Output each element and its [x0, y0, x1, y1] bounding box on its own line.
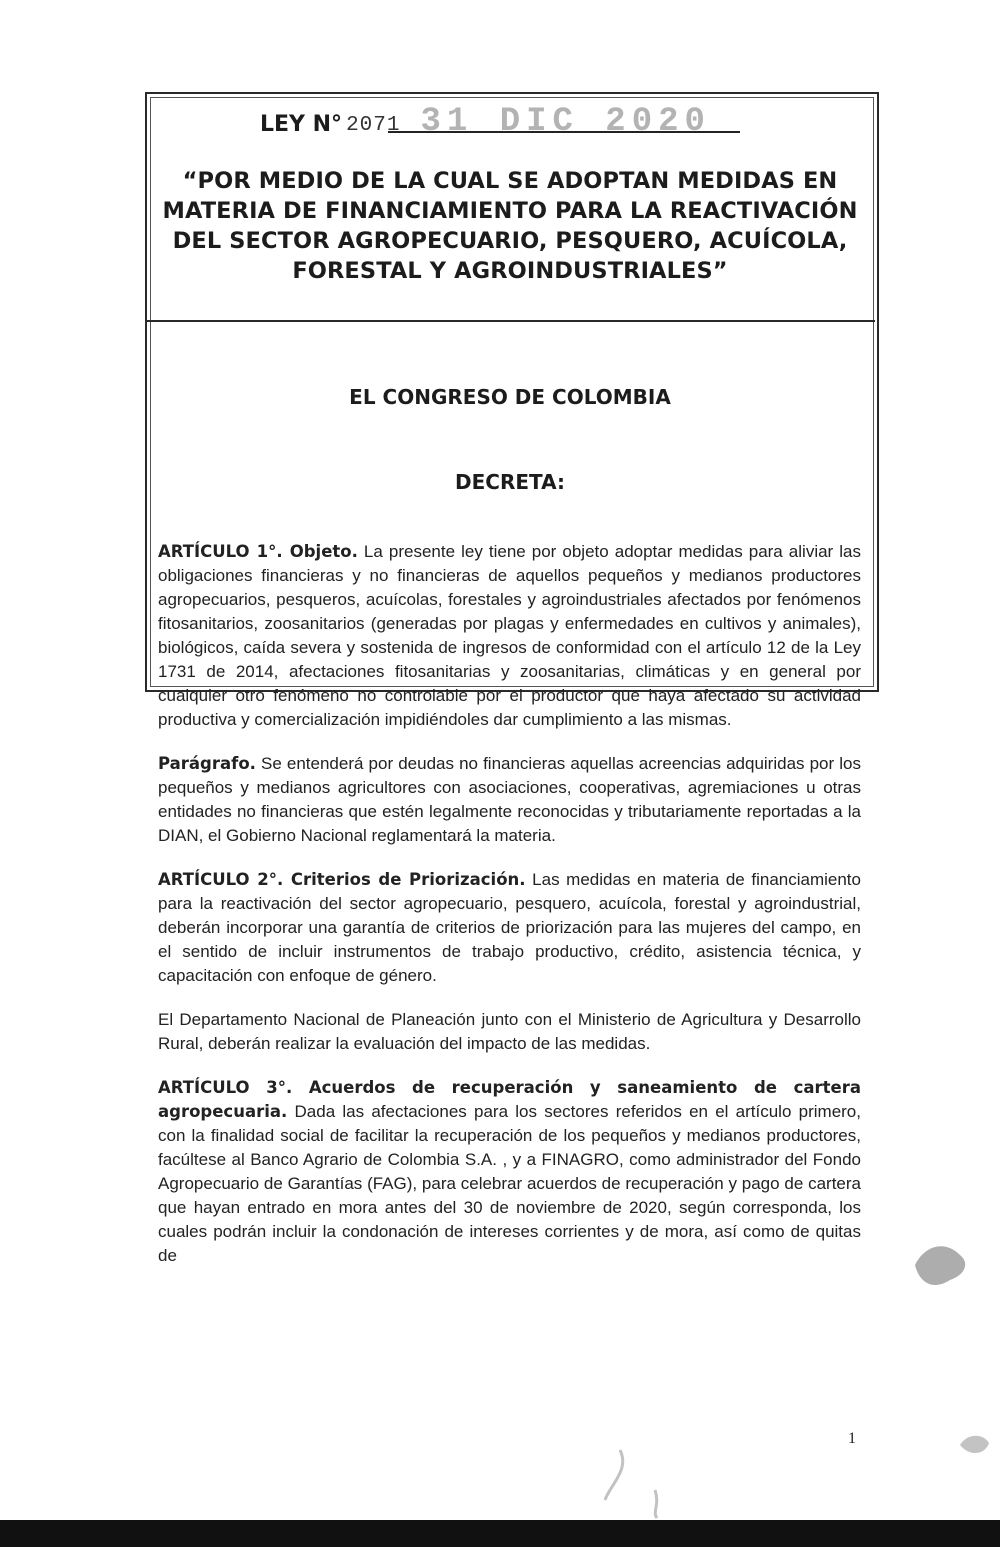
article-3-heading: ARTÍCULO 3°. Acuerdos de recuperación y saneamiento de cartera agropecuaria. — [158, 1078, 861, 1121]
article-2-text: Las medidas en materia de financiamiento para la reactivación del sector agropecuario, pesquero, acuícola, forestal y agroindustrial, deberán incorporar una garantía de criterios de priorización para las mujeres del campo, en el sentido de incluir instrumentos de trabajo productivo, crédito, asistencia técnica, y capacitación con enfoque de género. — [158, 870, 861, 985]
paragraph-1-heading: Parágrafo. — [158, 754, 256, 773]
paragraph-1 — [158, 752, 861, 848]
ink-smudge-mark-small — [955, 1425, 995, 1465]
page-number: 1 — [848, 1430, 856, 1447]
date-stamp: 31 DIC 2020 — [420, 103, 711, 141]
article-2-heading: ARTÍCULO 2°. Criterios de Priorización. — [158, 870, 526, 889]
law-number: 2071 — [346, 114, 401, 137]
article-2-second-paragraph: El Departamento Nacional de Planeación junto con el Ministerio de Agricultura y Desarrollo Rural, deberán realizar la evaluación del impacto de las medidas. — [158, 1010, 861, 1053]
article-1-text: La presente ley tiene por objeto adoptar medidas para aliviar las obligaciones financieras y no financieras de aquellos pequeños y medianos productores agropecuarios, pesqueros, acuícolas, forestales y agroindustriales afectados por fenómenos fitosanitarios, zoosanitarios (generadas por plagas y enfermedades en cultivos y animales), biológicos, caída severa y sostenida de ingresos de conformidad con el artículo 12 de la Ley 1731 de 2014, afectaciones fitosanitarias y zoosanitarias, climáticas y en general por cualquier otro fenómeno no controlable por el productor que haya afectado su actividad productiva y comercialización impidiéndoles dar cumplimiento a las mismas. — [158, 542, 861, 729]
law-title: “POR MEDIO DE LA CUAL SE ADOPTAN MEDIDAS EN MATERIA DE FINANCIAMIENTO PARA LA REACTIVACIÓN DEL SECTOR AGROPECUARIO, PESQUERO, ACUÍCOLA, FORESTAL Y AGROINDUSTRIALES” — [162, 168, 858, 284]
decreta-heading: DECRETA: — [455, 470, 565, 494]
paragraph-1-text: Se entenderá por deudas no financieras aquellas acreencias adquiridas por los pequeños y medianos agricultores con asociaciones, cooperativas, agremiaciones u otras entidades no financieras que estén legalmente reconocidas y tributariamente reportadas a la DIAN, el Gobierno Nacional reglamentará la materia. — [158, 754, 861, 845]
scan-bottom-bar — [0, 1520, 1000, 1547]
article-1-heading: ARTÍCULO 1°. Objeto. — [158, 542, 358, 561]
congress-heading: EL CONGRESO DE COLOMBIA — [349, 385, 671, 409]
ink-smudge-mark — [905, 1235, 975, 1295]
article-1 — [158, 540, 861, 732]
article-3 — [158, 1076, 861, 1268]
scan-artifact-mark — [560, 1430, 690, 1520]
article-3-text: Dada las afectaciones para los sectores referidos en el artículo primero, con la finalidad social de facilitar la recuperación de los pequeños y medianos productores, facúltese al Banco Agrario de Colombia S.A. , y a FINAGRO, como administrador del Fondo Agropecuario de Garantías (FAG), para celebrar acuerdos de recuperación y pago de cartera que hayan entrado en mora antes del 30 de noviembre de 2020, según corresponda, los cuales podrán incluir la condonación de intereses corrientes y de mora, así como de quitas de — [158, 1102, 861, 1265]
law-label: LEY N° — [260, 112, 343, 137]
article-2 — [158, 868, 861, 988]
document-body — [158, 540, 861, 1288]
law-number-underline — [388, 131, 740, 133]
